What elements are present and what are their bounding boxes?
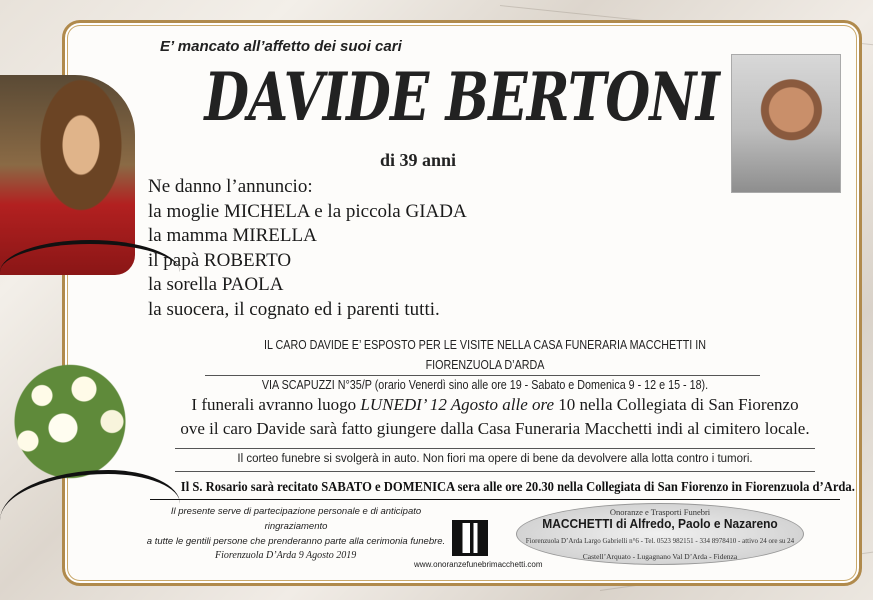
funeral-date: LUNEDI’ 12 Agosto alle ore [360,395,555,414]
rosario-notice: Il S. Rosario sarà recitato SABATO e DOMENICA sera alle ore 20.30 nella Collegiata di San Fiorenzo in Fiorenzuola d’Arda. [180,480,855,495]
dateline: Fiorenzuola D’Arda 9 Agosto 2019 [215,550,357,561]
thanks-line-1: Il presente serve di partecipazione personale e di anticipato ringraziamento [170,506,422,532]
deceased-age: di 39 anni [380,150,457,170]
mourner-line: il papà ROBERTO [148,249,292,271]
exposition-notice [236,335,735,395]
flower-bouquet-image [0,350,140,480]
funeral-line-2: ove il caro Davide sarà fatto giungere dalla Casa Funeraria Macchetti indi al cimitero locale. [180,419,810,438]
mourner-line: la moglie MICHELA e la piccola GIADA [148,200,467,222]
deceased-name: DAVIDE BERTONI [204,58,720,136]
qr-code-icon [452,520,488,556]
mourner-line: la sorella PAOLA [148,274,284,295]
mourner-line: la suocera, il cognato ed i parenti tutti. [148,298,440,320]
exposition-line-1: IL CARO DAVIDE E’ ESPOSTO PER LE VISITE NELLA CASA FUNERARIA MACCHETTI IN FIORENZUOLA D’ARDA [263,338,707,372]
divider [205,375,760,376]
agency-badge [516,503,804,565]
divider [175,448,815,449]
thanks-line-2: a tutte le gentili persone che prenderanno parte alla cerimonia funebre. [146,536,446,547]
funeral-details [150,393,840,441]
thanks-note [146,504,446,549]
mourner-line: la mamma MIRELLA [148,225,317,246]
agency-locations: Castell’Arquato - Lugagnano Val D’Arda - Fidenza [582,552,738,561]
exposition-line-2: VIA SCAPUZZI N°35/P (orario Venerdì sino alle ore 19 - Sabato e Domenica 9 - 12 e 15 - 18). [261,378,709,392]
divider [150,499,840,500]
funeral-line-1 [150,393,840,417]
corteo-notice: Il corteo funebre si svolgerà in auto. Non fiori ma opere di bene da devolvere alla lotta contro i tumori. [237,453,753,465]
agency-address: Fiorenzuola D’Arda Largo Gabrielli n°6 - Tel. 0523 982151 - 334 8978410 - attivo 24 ore su 24 [525,537,795,545]
funeral-line-1-pre: I funerali avranno luogo [191,395,361,414]
intro-text: E’ mancato all’affetto dei suoi cari [160,38,402,55]
mourner-line: Ne danno l’annuncio: [148,176,313,197]
divider [175,471,815,472]
agency-name: MACCHETTI di Alfredo, Paolo e Nazareno [542,516,778,531]
website-link[interactable]: www.onoranzefunebrimacchetti.com [414,560,543,569]
agency-tagline: Onoranze e Trasporti Funebri [609,507,711,517]
funeral-line-1-post: 10 nella Collegiata di San Fiorenzo [554,395,799,414]
deceased-photo [731,54,841,193]
mourners-list [148,175,467,322]
